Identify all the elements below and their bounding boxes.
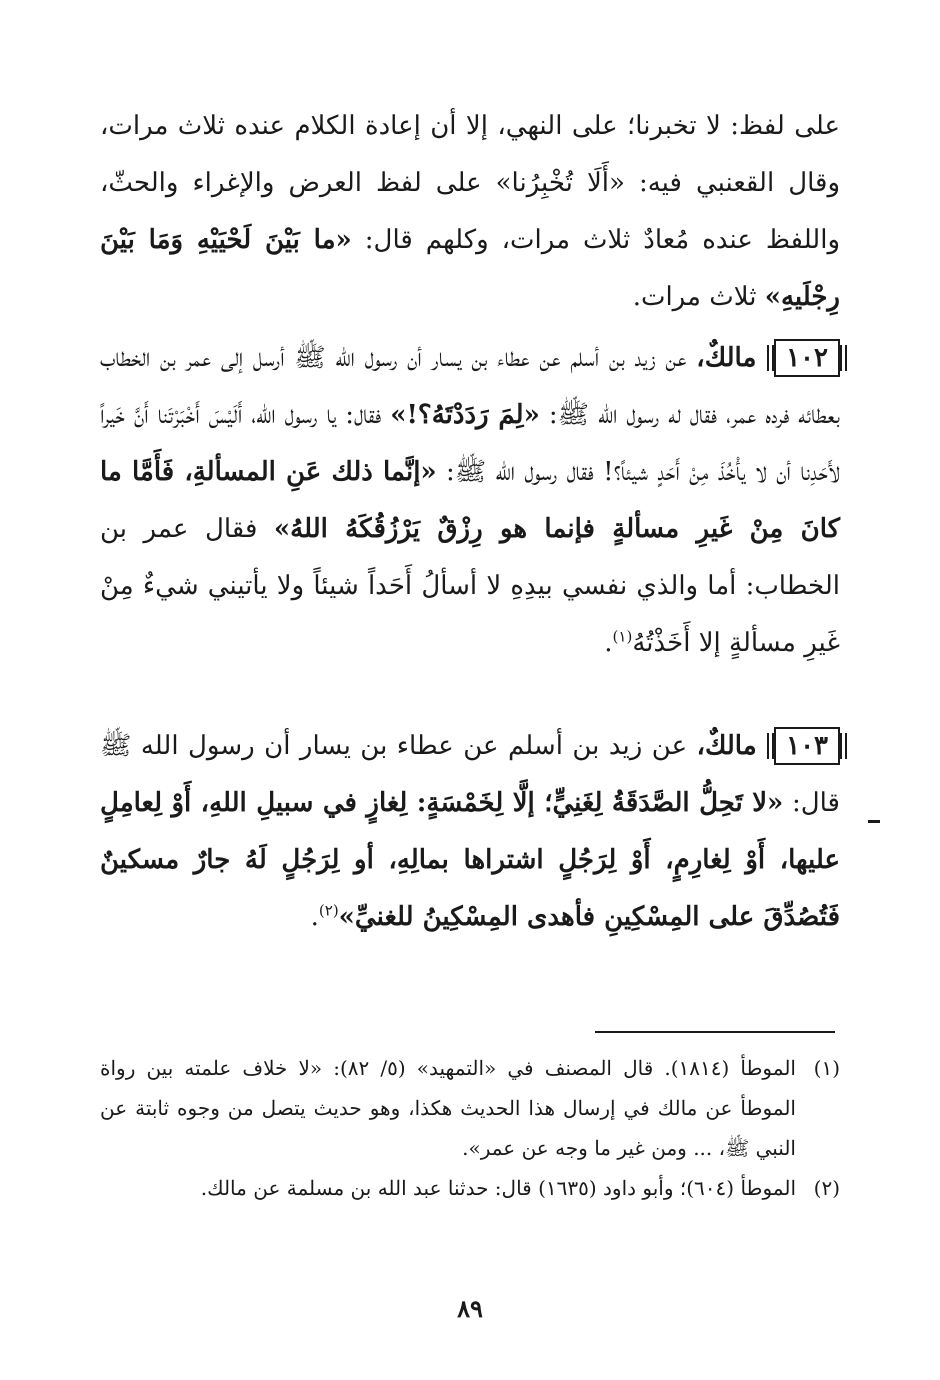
hadith-102-text [100,330,840,672]
hadith-narrator: مالكٌ، [696,343,757,373]
hadith-quote-1: «لِمَ رَدَدْتَهُ؟!» [390,400,540,430]
intro-line-2: مرات، وقال القعنبي فيه: «أَلَا تُخْبِرُنا» على لفظ العرض والإغراء [100,111,841,198]
hadith-number-badge: ١٠٣ [774,727,840,765]
footnote-ref-2[interactable]: (٢) [318,901,339,920]
hadith-number-badge: ١٠٢ [774,339,840,377]
footnote-number: (١) [813,1056,840,1080]
hadith-quote-2: «إنَّما ذلك عَنِ المسألةِ، فَأَمَّا ما كانَ مِنْ غَيرِ مسألةٍ فإنما هو رِزْقٌ يَرْزُقُكَهُ اللهُ» [100,457,841,544]
footnote-separator [595,1031,835,1033]
footnote-ref-1[interactable]: (١) [612,627,633,646]
hadith-ending: فقال عمر بن الخطاب: أما والذي نفسي بيدِهِ لا أسألُ أَحَداً شيئاً ولا يأتيني شيءٌ مِنْ غَيرِ مسألةٍ إلا أَخَذْتُهُ [100,514,840,658]
hadith-narrator: مالكٌ، [696,731,757,761]
hadith-102 [100,330,840,672]
footnote-text: الموطأ (١٨١٤). قال المصنف في «التمهيد» (٥/ ٨٢): «لا خلاف علمته بين رواة الموطأ عن مالك في إرسال هذا الحديث هكذا، وهو حديث يتصل من وجوه ثابتة عن النبي ﷺ، ... ومن غير ما وجه عن عمر». [100,1056,796,1160]
hadith-middle: فقال: يا رسول الله، أَلَيْسَ أَخْبَرْتَنا أَنَّ خَيراً لأَحَدِنا أن لا يأْخُذَ مِنْ أَحَدٍ شيئاً؟! فقال رسول الله ﷺ: [100,400,841,487]
intro-tail: ثلاث مرات. [632,282,757,312]
intro-bold-quote: «ما بَيْنَ لَحْيَيْهِ وَمَا بَيْنَ رِجْلَيهِ» [100,225,840,312]
footnote-item [100,1048,840,1168]
intro-line-1: على لفظ: لا تخبرنا؛ على النهي، إلا أن إعادة الكلام عنده ثلاث [177,111,840,141]
hadith-end-punct: . [310,902,319,932]
footnote-item [100,1168,840,1208]
intro-text [100,98,840,326]
hadith-chain: عن زيد بن أسلم عن عطاء بن يسار أن رسول الله ﷺ أرسل إلى عمر بن الخطاب بعطائه فرده عمر، فقال له رسول الله ﷺ: [100,343,841,430]
hadith-103-text [100,718,840,946]
intro-paragraph [100,98,840,326]
hadith-chain: عن زيد بن أسلم عن عطاء بن يسار أن رسول الله ﷺ قال: [100,731,840,818]
footnote-text: الموطأ (٦٠٤)؛ وأبو داود (١٦٣٥) قال: حدثنا عبد الله بن مسلمة عن مالك. [200,1176,796,1200]
hadith-quote: «لا تَحِلُّ الصَّدَقَةُ لِغَنِيٍّ؛ إلَّا لِخَمْسَةٍ: لِغازٍ في سبيلِ اللهِ، أَوْ لِعامِلٍ عليها، أَوْ لِغارِمٍ، أَوْ لِرَجُلٍ اشتراها بمالِهِ، أو لِرَجُلٍ لَهُ جارٌ مسكينٌ فَتُصُدِّقَ على المِسْكِينِ فأهدى المِسْكِينُ للغنيِّ» [100,788,840,932]
footnotes [100,1048,840,1208]
margin-mark [868,820,880,823]
hadith-end-punct: . [604,628,613,658]
intro-line-3: والحثّ، واللفظ عنده مُعادٌ ثلاث مرات، وكلهم قال: [100,168,841,255]
hadith-103 [100,718,840,946]
footnote-number: (٢) [813,1176,840,1200]
page-number: ٨٩ [457,1294,483,1323]
